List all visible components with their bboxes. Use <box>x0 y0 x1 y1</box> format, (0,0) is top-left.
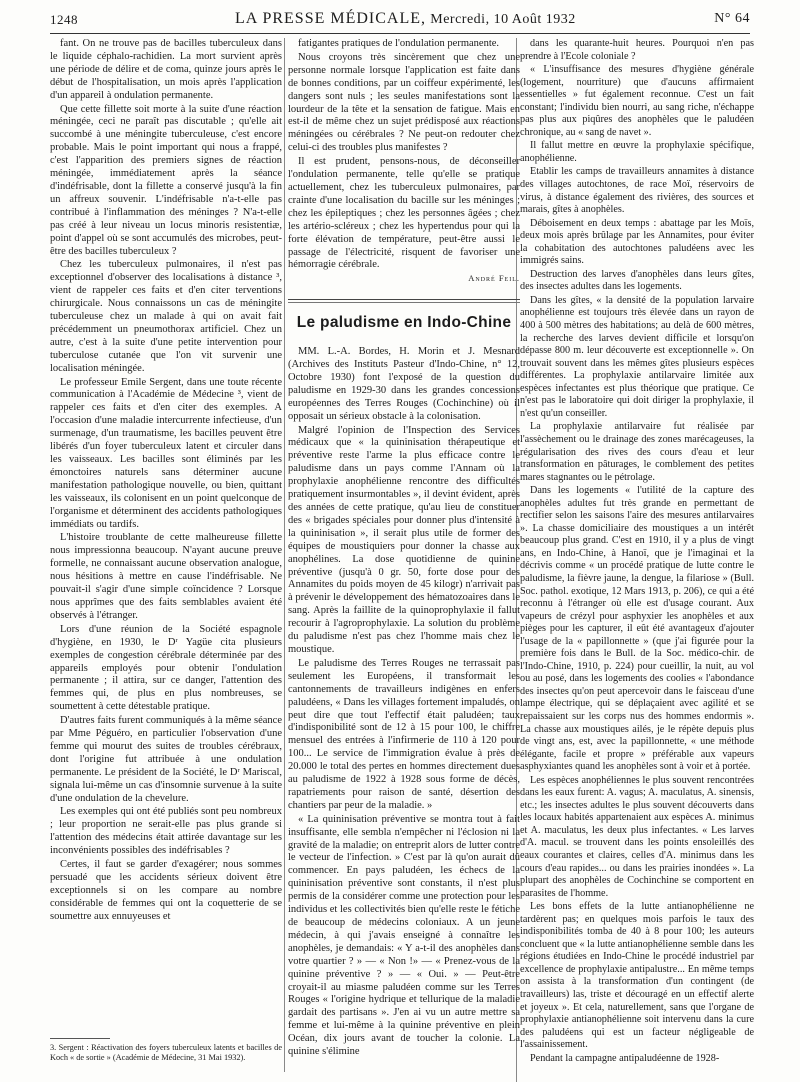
column1-paragraph: L'histoire troublante de cette malheureuse fillette nous impressionna beaucoup. N'ayant aucune preuve formelle, ne connaissant aucune observation analogue, nous hésitions à mettre en cause l'indéfrisable. Ne pouvait-il s'agir d'une simple coïncidence ? Lorsque nous apprîmes que des faits semblables avaient été observés à l'étranger. <box>50 532 282 621</box>
column3-paragraph: « L'insuffisance des mesures d'hygiène générale (logement, nourriture) que d'aucuns affirmaient essentielles » fut également reconnue. C'est un fait constant; l'individu bien nourri, au sang riche, n'échappe pas plus aux piqûres des anophèles que le paludéen chronique, au « sang de navet ». <box>520 64 754 138</box>
footnote-rule <box>50 1038 110 1039</box>
article-separator-thin <box>288 302 520 303</box>
journal-masthead <box>235 10 576 28</box>
previous-article-end <box>288 38 520 272</box>
page-number: 1248 <box>50 12 78 27</box>
column1-paragraph: fant. On ne trouve pas de bacilles tuberculeux dans le liquide céphalo-rachidien. La mort survient après une période de délire et de coma, quinze jours après le début de l'hospitalisation, un mois après l'application d'un appareil à ondulation permanente. <box>50 38 282 101</box>
header-rule <box>50 33 750 34</box>
column1-paragraph: Les exemples qui ont été publiés sont peu nombreux ; leur proportion ne serait-elle pas plus grande si l'attention des médecins était attirée davantage sur les inconvénients possibles des indéfrisables ? <box>50 806 282 857</box>
article-paragraph: « La quininisation préventive se montra tout à fait insuffisante, elle sembla n'empêcher ni l'éclosion ni la gravité de la maladie; on entreprit alors de lutter contre le vecteur de l'infection. » C'est par là qu'on aurait dû commencer. En pays paludéen, les échecs de la quininisation préventive sont constants, il n'est plus permis de la considérer comme une protection pour les individus et les collectivités bien qu'elle reste le fétiche de beaucoup de médecins coloniaux. A un jeune médecin, à qui j'avais enseigné à connaître les anophèles, je demandais: « Y a-t-il des anophèles dans votre quartier ? » — « Non !» — « Prenez-vous de la quinine préventive ? » — « Oui. » — Peut-être croyait-il au miasme paludéen comme sur les Terres Rouges « l'origine hydrique et tellurique de la maladie gardait des partisans ». J'en ai vu un autre mettre sa femme et lui-même à la quinine préventive en plein Océan, dix jours avant de toucher la colonie. La quinine s'élimine <box>288 813 520 1058</box>
column3-paragraph: Dans les logements « l'utilité de la capture des anophèles adultes fut très grande en permettant de rectifier selon les saisons l'aire des mesures antilarvaires ». La chasse domiciliaire des moustiques a un intérêt beaucoup plus grand. C'est en 1910, il y a plus de vingt ans, en Indo-Chine, à Hanoï, que je l'imaginai et la décrivis comme « un procédé pratique de lutte contre le paludisme, la fièvre jaune, la dengue, la filariose » (Bull. Soc. pathol. exotique, 12 Mars 1913, p. 206), ce qui a été reconnu à l'étranger où elle est d'usage courant. Aux vapeurs de crézyl pour asphyxier les anophèles et aux pièges pour les capturer, il eût été avantageux d'ajouter l'usage de la « papillonnette » (que j'ai figurée pour la première fois dans le Bull. de la Soc. médico-chir. de l'Indo-Chine, 1910, p. 224) pour cueillir, la nuit, au vol ou au posé, dans les logements des coolies « l'abondance des insectes qu'on peut apercevoir dans le faisceau d'une lampe électrique, qui se déplaçaient avec agilité et se repaissaient sur les corps nus des hommes endormis ». La chasse aux moustiques ailés, je le répète depuis plus de vingt ans, est, avec la papillonnette, « une méthode élégante, facile et propre » préférable aux vapeurs asphyxiantes quand les anophèles sont à voir et à portée. <box>520 485 754 773</box>
column1-paragraph: Que cette fillette soit morte à la suite d'une réaction méningée, ceci ne paraît pas discutable ; qu'elle ait succombé à une méningite tuberculeuse, c'est encore probable. Mais le point important qui nous a frappé, c'est l'apparition des premiers signes de réaction méningée, immédiatement après la séance d'indéfrisable, dont la fillette a conservé jusqu'à la fin un affreux souvenir. L'indéfrisable n'a-t-elle pas contribué à l'inflammation des méninges ? N'a-t-elle pas créé à leur niveau un locus minoris resistentiæ, point d'appel où se sont accumulés des microbes, peut-être des bacilles tuberculeux ? <box>50 103 282 257</box>
column1-paragraph: Chez les tuberculeux pulmonaires, il n'est pas exceptionnel d'observer des localisations à distance ³, vient de rappeler ces faits et d'en citer terventions chirurgicale. Nous connaissons un cas de méningite tuberculeuse chez un malade à qui on avait fait précédemment un pneumothorax artificiel. Chez un autre, c'est à la suite d'une petite intervention pour tuberculose cutanée que l'on vit survenir une localisation méningée. <box>50 259 282 374</box>
column3-paragraph: Pendant la campagne antipaludéenne de 1928- <box>530 1052 720 1064</box>
page-header <box>50 10 750 30</box>
column2-paragraph: Nous croyons très sincèrement que chez une personne normale lorsque l'application est faite dans de bonnes conditions, par un coiffeur expérimenté, les dangers sont nuls ; les seules manifestations sont la lourdeur de la tête et la sensation de fatigue. Mais en est-il de même chez un sujet prédisposé aux réactions méningées ou cérébrales ? Ne peut-on redouter chez celui-ci des troubles plus manifestes ? <box>288 51 520 154</box>
column2-paragraph: fatigantes pratiques de l'ondulation permanente. <box>298 38 500 49</box>
column1-paragraph: D'autres faits furent communiqués à la même séance par Mme Péguéro, en particulier l'observation d'une femme qui mourut des suites de troubles cérébraux, dont l'origine fut attribuée à une ondulation permanente. Le président de la Société, le Dʳ Mariscal, signala lui-même un cas d'insomnie survenue à la suite d'une ondulation de la chevelure. <box>50 715 282 804</box>
column3-paragraph: Il fallut mettre en œuvre la prophylaxie spécifique, anophélienne. <box>520 140 754 164</box>
column-1 <box>50 38 282 924</box>
column3-paragraph: Déboisement en deux temps : abattage par les Moïs, deux mois après brûlage par les Annamites, pour éviter la cohabitation des autochtones paludéens avec les immigrés sains. <box>520 217 754 267</box>
author-signature: André Feil. <box>468 273 520 284</box>
column3-paragraph: Les espèces anophéliennes le plus souvent rencontrées dans les eaux furent: A. vagus; A. maculatus, A. sinensis, etc.; les insectes adultes le plus souvent découverts dans les locaux habités appartenaient aux espèces A. minimus et A. maculatus, les deux plus infectantes. « Les larves d'A. macul. se trouvent dans les points ensoleillés des eaux courantes et claires, celles d'A. minimus dans les cours d'eau rapides... ou dans les prairies inondées ». La plupart des anophèles de Cochinchine se comportent en parasites de l'homme. <box>520 774 754 899</box>
column3-paragraph: Dans les gîtes, « la densité de la population larvaire anophélienne est toujours très élevée dans un rayon de 400 à 500 mètres des habitations; au delà de 600 mètres, la recherche des larves devient difficile et lorsqu'on dépasse 800 m. leur découverte est exceptionnelle ». On trouvait souvent dans les mêmes gîtes plusieurs espèces différentes. La prophylaxie antilarvaire limitée aux espèces infectantes est plus théorique que pratique. Ce n'est pas le laboratoire qui doit diriger la prophylaxie, il n'est qu'un conseiller. <box>520 294 754 419</box>
footnote: 3. Sergent : Réactivation des foyers tuberculeux latents et bacilles de Koch « de sortie » (Académie de Médecine, 31 Mai 1932). <box>50 1043 282 1062</box>
article-separator <box>288 299 520 300</box>
article-paragraph: Le paludisme des Terres Rouges ne terrassait pas seulement les Européens, il transformait les cantonnements de travailleurs indigènes en enfers paludéens, « Dans les villages fortement impaludés, on peut dire que tout l'effectif était paludéen; taux d'indisponibilité sont de 12 à 15 pour 100, le chiffre mensuel des entrées à l'infirmerie de 110 à 120 pour 100... Le service de l'immigration évalue à près de 20.000 le total des pertes en hommes directement dues au paludisme de 1922 à 1928 sous forme de décès, rapatriements pour raison de santé, désertion des chantiers par peur de la maladie. » <box>288 657 520 811</box>
column-divider-1 <box>284 38 285 1072</box>
column2-paragraph: Il est prudent, pensons-nous, de déconseiller l'ondulation permanente, telle qu'elle se pratique actuellement, chez les tuberculeux pulmonaires, par crainte d'une localisation du bacille sur les méninges ; chez les épileptiques ; chez les personnes âgées ; chez les artério-scléreux ; chez les hypertendus pour qui la forte élévation de température, peut-être aussi le passage de l'électricité, risquent de favoriser une hémorragie cérébrale. <box>288 156 520 271</box>
column3-paragraph: Destruction des larves d'anophèles dans leurs gîtes, des insectes adultes dans les logements. <box>520 268 754 293</box>
article-paragraph: Malgré l'opinion de l'Inspection des Services médicaux que « la quininisation thérapeutique et préventive reste l'arme la plus efficace contre le paludisme dans un pays comme l'Annam où la prophylaxie anophélienne rencontre des difficultés pratiquement insurmontables », il devint évident, après des années de cette pratique, qu'au lieu de constituer des « brigades spéciales pour donner plus d'intensité à la quininisation », il serait plus utile de former des équipes de moustiquiers pour donner la chasse aux anophélines. La dose quotidienne de quinine préventive (jusqu'à 0 gr. 50, forte dose pour des Annamites du poids moyen de 45 kilogr) n'arrivait pas à prévenir le développement des hématozoaires dans le sang. Après la faillite de la quinoprophylaxie il fallut recourir à l'agroprophylaxie. La solution du problème du paludisme n'est pas chez l'homme mais chez le moustique. <box>288 424 520 655</box>
article-title: Le paludisme en Indo-Chine <box>296 314 512 332</box>
column-2 <box>288 38 520 1059</box>
column1-paragraph: Certes, il faut se garder d'exagérer; nous sommes persuadé que les accidents sérieux doivent être exceptionnels si on les compare au nombre considérable de femmes qui ont la coquetterie de se soumettre aux ennuyeuses et <box>50 859 282 922</box>
issue-date: Mercredi, 10 Août 1932 <box>430 12 576 27</box>
column3-paragraph: Les bons effets de la lutte antianophélienne ne tardèrent pas; en quelques mois parfois le taux des indisponibilités tomba de 40 à 8 pour 100; les auteurs concluent que « la lutte antianophélienne semble dans les régions étudiées en Indo-Chine le procédé industriel par excellence de prophylaxie antipalustre... En même temps on assista à la transformation d'un contingent (de travailleurs) las, triste et découragé en un effectif alerte et joyeux ». Et cela, naturellement, sans que l'organe de prophylaxie antianophélienne soit intervenu dans la cure des paludéens qui est un facteur négligeable de l'assainissement. <box>520 901 754 1051</box>
column-3 <box>520 38 754 1065</box>
issue-number: N° 64 <box>714 11 750 26</box>
journal-title: LA PRESSE MÉDICALE, <box>235 10 427 27</box>
column3-paragraph: dans les quarante-huit heures. Pourquoi n'en pas prendre à l'Ecole coloniale ? <box>520 38 754 62</box>
column1-paragraph: Lors d'une réunion de la Société espagnole d'hygiène, en 1930, le Dʳ Yagüe cita plusieurs exemples de congestion cérébrale déterminée par des appareils employés pour obtenir l'ondulation permanente ; il attira, sur ce danger, l'attention des femmes qui, de plus en plus nombreuses, se soumettent à cette détestable pratique. <box>50 623 282 713</box>
article-body <box>288 346 520 1059</box>
column1-paragraph: Le professeur Emile Sergent, dans une toute récente communication à l'Académie de Médecine ³, vient de rappeler ces faits et d'en citer des exemples. A l'occasion d'une maladie intercurrente infectieuse, d'un surmenage, d'un traumatisme, les bacilles peuvent être libérés d'un foyer tuberculeux latent et circuler dans les vaisseaux. Les bacilles sont éliminés par les émonctoires naturels sans déterminer aucune manifestation pathologique nouvelle, ou bien, quittant les vaisseaux, ils colonisent en un point quelconque de l'organisme et déterminent des accidents pathologiques immédiats ou tardifs. <box>50 376 282 530</box>
column3-paragraph: La prophylaxie antilarvaire fut réalisée par l'assèchement ou le drainage des zones marécageuses, la régularisation des rives des cours d'eau et leur transformation en pâturages, le comblement des petites mares stagnantes ou le pétrolage. <box>520 421 754 483</box>
article-paragraph: MM. L.-A. Bordes, H. Morin et J. Mesnard (Archives des Instituts Pasteur d'Indo-Chine, n° 12, Octobre 1930) font l'exposé de la question du paludisme en 1929-30 dans les grandes concessions européennes des Terres Rouges (Cochinchine) où il opposait un sérieux obstacle à la colonisation. <box>288 346 520 422</box>
column3-paragraph: Etablir les camps de travailleurs annamites à distance des villages autochtones, de race Moï, réservoirs de virus, à distance également des rivières, des sources et marais, gîtes à anophèles. <box>520 166 754 216</box>
